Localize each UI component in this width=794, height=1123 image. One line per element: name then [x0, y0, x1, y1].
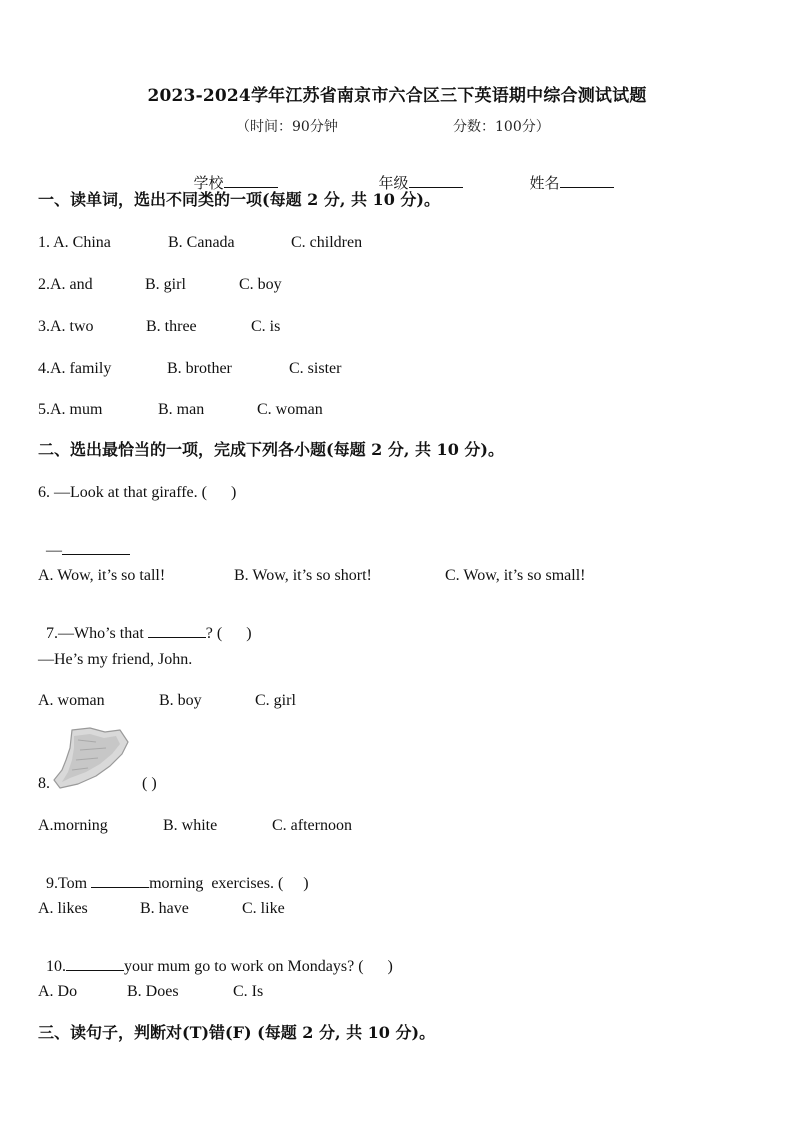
page-title: 2023-2024学年江苏省南京市六合区三下英语期中综合测试试题 [147, 86, 647, 106]
q4-option-b: B. brother [167, 360, 232, 377]
q10-option-b: B. Does [127, 983, 179, 1000]
q3-option-b: B. three [146, 318, 197, 335]
q10-stem-start: 10. [46, 958, 66, 975]
q7-reply: —He’s my friend, John. [38, 651, 193, 668]
q1-option-a: 1. A. China [38, 234, 111, 251]
q9-stem-start: 9.Tom [46, 875, 92, 892]
q4-option-c: C. sister [289, 360, 342, 377]
q9-option-c: C. like [242, 900, 285, 917]
q5-option-b: B. man [158, 401, 205, 418]
q3-option-a: 3.A. two [38, 318, 94, 335]
q7-stem-start: 7.—Who’s that [46, 625, 148, 642]
q7-stem [38, 610, 252, 642]
q1-option-c: C. children [291, 234, 363, 251]
q6-option-c: C. Wow, it’s so small! [445, 567, 586, 584]
grade-field [369, 161, 463, 191]
q9-stem-end: morning exercises. ( ) [149, 875, 309, 892]
q10-blank[interactable] [66, 969, 124, 971]
q8-option-b: B. white [163, 817, 218, 834]
q3-option-c: C. is [251, 318, 281, 335]
grade-label: 年级 [378, 174, 409, 192]
q9-option-b: B. have [140, 900, 189, 917]
q2-option-a: 2.A. and [38, 276, 93, 293]
q7-option-a: A. woman [38, 692, 105, 709]
q1-option-b: B. Canada [168, 234, 235, 251]
q7-option-c: C. girl [255, 692, 296, 709]
name-blank[interactable] [560, 186, 614, 188]
grade-blank[interactable] [409, 186, 463, 188]
q8-number: 8. [38, 775, 50, 792]
q4-option-a: 4.A. family [38, 360, 112, 377]
q7-option-b: B. boy [159, 692, 202, 709]
exam-time: （时间：90分钟 [236, 119, 338, 135]
q6-answer-blank[interactable] [62, 553, 130, 555]
q2-option-b: B. girl [145, 276, 186, 293]
q6-option-a: A. Wow, it’s so tall! [38, 567, 166, 584]
q8-option-c: C. afternoon [272, 817, 352, 834]
q6-answer-line [38, 527, 130, 559]
q8-picture [50, 726, 132, 790]
section-3-title: 三、读句子，判断对(T)错(F) (每题 2 分, 共 10 分)。 [38, 1023, 436, 1042]
school-field [184, 161, 278, 191]
q5-option-a: 5.A. mum [38, 401, 103, 418]
q9-option-a: A. likes [38, 900, 88, 917]
q10-option-a: A. Do [38, 983, 78, 1000]
q5-option-c: C. woman [257, 401, 323, 418]
section-2-title: 二、选出最恰当的一项，完成下列各小题(每题 2 分, 共 10 分)。 [38, 440, 504, 459]
q10-stem [38, 943, 393, 975]
name-field [520, 161, 614, 191]
q2-option-c: C. boy [239, 276, 282, 293]
school-blank[interactable] [224, 186, 278, 188]
school-label: 学校 [193, 174, 224, 192]
exam-score: 分数：100分） [453, 119, 550, 135]
q9-stem [38, 860, 309, 892]
q6-dash: — [46, 542, 62, 559]
section-1-title: 一、读单词，选出不同类的一项(每题 2 分, 共 10 分)。 [38, 190, 440, 209]
q6-option-b: B. Wow, it’s so short! [234, 567, 372, 584]
q7-blank[interactable] [148, 636, 206, 638]
q7-stem-end: ? ( ) [205, 625, 252, 642]
name-label: 姓名 [529, 174, 560, 192]
q8-paren: ( ) [142, 775, 157, 792]
q8-option-a: A.morning [38, 817, 108, 834]
q10-stem-end: your mum go to work on Mondays? ( ) [124, 958, 393, 975]
q6-stem: 6. —Look at that giraffe. ( ) [38, 484, 237, 501]
q9-blank[interactable] [91, 886, 149, 888]
q10-option-c: C. Is [233, 983, 264, 1000]
